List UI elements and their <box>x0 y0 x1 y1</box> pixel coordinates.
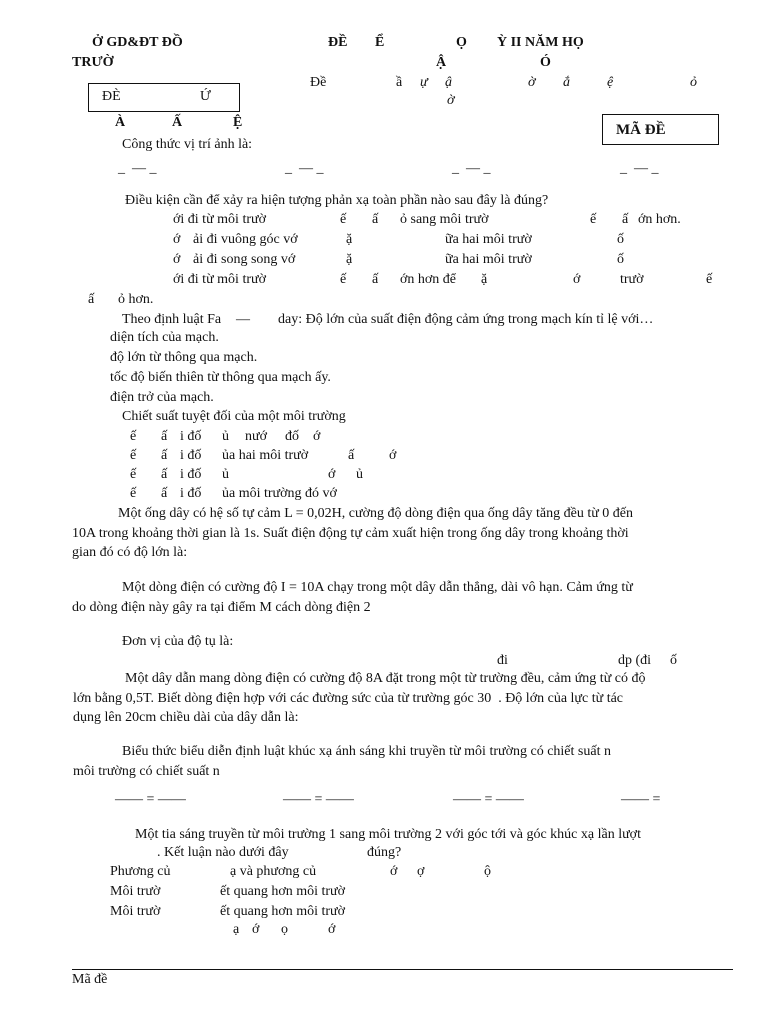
answer-fragment: ớ <box>313 429 321 444</box>
answer-fragment: ải đi song song vớ <box>193 252 296 267</box>
exam-code-label: MÃ ĐỀ <box>616 122 666 138</box>
answer-fragment: i đố <box>180 448 202 463</box>
official-box-text: ĐÈ <box>102 89 121 104</box>
subtitle-fragment: ệ <box>607 75 614 90</box>
heading-fragment: Ệ <box>233 115 243 130</box>
subtitle-fragment: ắ <box>563 75 570 90</box>
answer-fragment: dp (đi <box>618 653 652 668</box>
footer-exam-code: Mã đề <box>72 972 108 987</box>
formula-option: —— = —— <box>453 792 524 807</box>
answer-fragment: ố <box>617 252 624 267</box>
answer-fragment: ấ <box>88 292 95 307</box>
answer-fragment: ới đi từ môi trườ <box>173 272 266 287</box>
answer-fragment: ớ <box>573 272 581 287</box>
answer-fragment: ết quang hơn môi trườ <box>220 884 346 899</box>
question-9-text: Biểu thức biểu diễn định luật khúc xạ ánh sáng khi truyền từ môi trường có chiết suất n <box>122 744 611 759</box>
question-3-text: — <box>236 312 250 327</box>
answer-fragment: ạ <box>233 922 240 937</box>
answer-fragment: ữa hai môi trườ <box>445 252 532 267</box>
answer-fragment: i đố <box>180 486 202 501</box>
school-name: TRƯỜ <box>72 55 114 70</box>
subtitle-fragment: ờ <box>528 75 536 90</box>
answer-fragment: Phương củ <box>110 864 171 879</box>
answer-fragment: ế <box>590 212 597 227</box>
answer-fragment: ặ <box>481 272 488 287</box>
question-10-text: . Kết luận nào dưới đây <box>157 845 289 860</box>
title-fragment: Ó <box>540 55 551 70</box>
question-6-text: do dòng điện này gây ra tại điểm M cách dòng điện 2 <box>72 600 371 615</box>
question-8-text: lớn bằng 0,5T. Biết dòng điện hợp với các đường sức của từ trường góc 30 . Độ lớn của lực từ tác <box>73 691 624 706</box>
question-3-text: Theo định luật Fa <box>122 312 222 327</box>
answer-fragment: ớ <box>389 448 397 463</box>
answer-fragment: ộ <box>484 864 491 879</box>
answer-fragment: ấ <box>622 212 629 227</box>
subtitle-fragment: ự <box>420 75 428 90</box>
formula-option: —— = —— <box>283 792 354 807</box>
answer-fragment: ớ <box>390 864 398 879</box>
answer-fragment: ải đi vuông góc vớ <box>193 232 298 247</box>
question-10-text: Một tia sáng truyền từ môi trường 1 sang môi trường 2 với góc tới và góc khúc xạ lần lượt <box>135 827 641 842</box>
question-4-text: Chiết suất tuyệt đối của một môi trường <box>122 409 346 424</box>
answer-fragment: ặ <box>346 232 353 247</box>
question-5-text: 10A trong khoảng thời gian là 1s. Suất điện động tự cảm xuất hiện trong ống dây trong khoảng thời <box>72 526 629 541</box>
answer-fragment: ủ <box>222 429 229 444</box>
question-8-text: Một dây dẫn mang dòng điện có cường độ 8A đặt trong một từ trường đều, cảm ứng từ có độ <box>125 671 646 686</box>
answer-option: _ — _ <box>285 161 324 176</box>
answer-fragment: ủa hai môi trườ <box>222 448 309 463</box>
title-fragment: Ọ <box>456 35 467 50</box>
question-5-text: gian đó có độ lớn là: <box>72 545 188 560</box>
question-5-text: Một ống dây có hệ số tự cảm L = 0,02H, cường độ dòng điện qua ống dây tăng đều từ 0 đến <box>118 506 634 521</box>
answer-fragment: ấ <box>161 429 168 444</box>
answer-fragment: ặ <box>346 252 353 267</box>
answer-fragment: ớ <box>252 922 260 937</box>
subtitle-fragment: ậ <box>445 75 452 90</box>
answer-fragment: ế <box>130 448 137 463</box>
answer-fragment: ớ <box>328 467 336 482</box>
answer-fragment: ủ <box>222 467 229 482</box>
answer-fragment: ớ <box>328 922 336 937</box>
official-box-text: Ứ <box>200 89 211 104</box>
question-8-text: dụng lên 20cm chiều dài của dây dẫn là: <box>73 710 299 725</box>
answer-option: điện trở của mạch. <box>110 390 214 405</box>
answer-fragment: ố <box>670 653 677 668</box>
answer-fragment: ố <box>617 232 624 247</box>
answer-fragment: ớn hơn để <box>400 272 457 287</box>
answer-option: độ lớn từ thông qua mạch. <box>110 350 258 365</box>
answer-fragment: trườ <box>620 272 644 287</box>
exam-title: Ỳ II NĂM HỌ <box>497 35 584 50</box>
answer-fragment: ấ <box>161 448 168 463</box>
title-fragment: Ể <box>375 35 385 50</box>
school-dept: Ở GD&ĐT ĐỒ <box>92 35 183 50</box>
answer-fragment: ế <box>130 467 137 482</box>
answer-fragment: ế <box>340 212 347 227</box>
answer-fragment: ữa hai môi trườ <box>445 232 532 247</box>
answer-fragment: i đố <box>180 429 202 444</box>
answer-fragment: ớn hơn. <box>638 212 681 227</box>
question-1-text: Công thức vị trí ảnh là: <box>122 137 253 152</box>
answer-fragment: Môi trườ <box>110 884 161 899</box>
answer-option: _ — _ <box>620 161 659 176</box>
subtitle-fragment: ờ <box>447 93 455 108</box>
answer-fragment: ấ <box>372 212 379 227</box>
answer-fragment: ế <box>130 429 137 444</box>
answer-fragment: ạ và phương củ <box>230 864 317 879</box>
answer-fragment: ọ <box>281 922 288 937</box>
answer-fragment: ỏ hơn. <box>118 292 154 307</box>
question-10-text: đúng? <box>367 845 402 860</box>
subtitle-fragment: Đề <box>310 75 327 90</box>
answer-fragment: ỏ sang môi trườ <box>400 212 489 227</box>
answer-fragment: ới đi từ môi trườ <box>173 212 266 227</box>
answer-fragment: ết quang hơn môi trườ <box>220 904 346 919</box>
answer-option: diện tích của mạch. <box>110 330 219 345</box>
answer-fragment: Môi trườ <box>110 904 161 919</box>
answer-fragment: ấ <box>161 486 168 501</box>
answer-fragment: ế <box>130 486 137 501</box>
question-9-text: môi trường có chiết suất n <box>73 764 220 779</box>
heading-fragment: Ấ <box>172 115 183 130</box>
answer-fragment: ủa môi trường đó vớ <box>222 486 337 501</box>
formula-option: —— = —— <box>115 792 186 807</box>
answer-fragment: đố <box>285 429 299 444</box>
title-fragment: ĐỀ <box>328 35 348 50</box>
answer-option: tốc độ biến thiên từ thông qua mạch ấy. <box>110 370 331 385</box>
answer-fragment: ấ <box>372 272 379 287</box>
answer-option: _ — _ <box>452 161 491 176</box>
answer-fragment: ớ <box>173 232 181 247</box>
answer-fragment: ủ <box>356 467 363 482</box>
answer-fragment: ấ <box>348 448 355 463</box>
answer-fragment: đi <box>497 653 508 668</box>
answer-fragment: ế <box>706 272 713 287</box>
footer-divider <box>72 969 733 970</box>
answer-fragment: ợ <box>417 864 425 879</box>
title-fragment: Ậ <box>436 55 447 70</box>
answer-fragment: nướ <box>245 429 267 444</box>
question-2-text: Điều kiện cần để xảy ra hiện tượng phản xạ toàn phần nào sau đây là đúng? <box>125 193 549 208</box>
answer-option: _ — _ <box>118 161 157 176</box>
question-6-text: Một dòng điện có cường độ I = 10A chạy trong một dây dẫn thẳng, dài vô hạn. Cảm ứng từ <box>122 580 633 595</box>
question-3-text: day: Độ lớn của suất điện động cảm ứng trong mạch kín tỉ lệ với… <box>278 312 654 327</box>
formula-option: —— = <box>621 792 661 807</box>
answer-fragment: i đố <box>180 467 202 482</box>
subtitle-fragment: ỏ <box>690 75 697 90</box>
subtitle-fragment: ầ <box>396 75 403 90</box>
heading-fragment: À <box>115 115 126 130</box>
answer-fragment: ớ <box>173 252 181 267</box>
question-7-text: Đơn vị của độ tụ là: <box>122 634 234 649</box>
answer-fragment: ế <box>340 272 347 287</box>
answer-fragment: ấ <box>161 467 168 482</box>
